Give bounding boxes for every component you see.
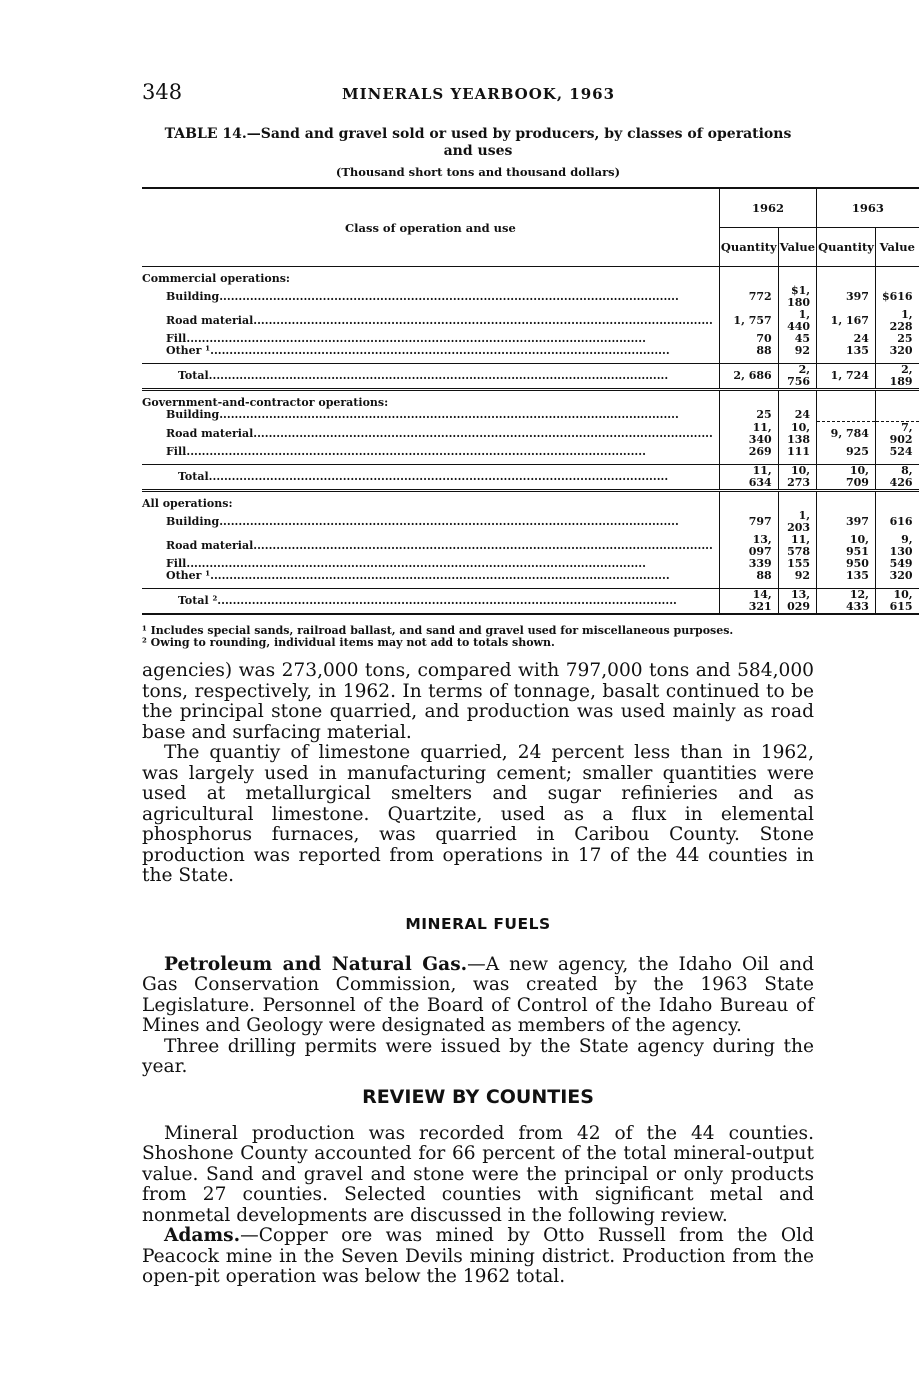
table-cell: 25 xyxy=(875,333,918,345)
empty-cell xyxy=(817,273,876,285)
table-cell: 1, 203 xyxy=(778,510,816,534)
row-label-text: Building xyxy=(166,408,220,422)
table-cell: 950 xyxy=(817,558,876,570)
spacer-cell xyxy=(817,491,876,499)
leader-dots: ........................................................................................................................ xyxy=(253,426,713,440)
table-cell: 925 xyxy=(817,446,876,458)
total-row xyxy=(142,364,919,390)
table-cell: 9, 784 xyxy=(817,422,876,447)
table-body xyxy=(142,267,919,615)
footnote: ¹ Includes special sands, railroad ballast, and sand and gravel used for miscellaneous purposes. xyxy=(142,624,734,637)
table-cell: 320 xyxy=(875,570,918,582)
table-cell: 9, 130 xyxy=(875,534,918,558)
table-units: (Thousand short tons and thousand dollars) xyxy=(335,165,621,179)
data-table xyxy=(142,187,919,615)
empty-cell xyxy=(719,498,778,510)
table-cell: 269 xyxy=(719,446,778,458)
empty-cell xyxy=(719,397,778,409)
journal-title: MINERALS YEARBOOK, 1963 xyxy=(342,85,616,103)
table-cell: 1, 228 xyxy=(875,309,918,333)
leader-dots: ........................................................................................................................ xyxy=(219,515,679,528)
leader-dots: ........................................................................................................................ xyxy=(219,408,679,422)
table-cell: 1, 167 xyxy=(817,309,876,333)
table-cell: 11, 578 xyxy=(778,534,816,558)
total-label-text: Total ² xyxy=(178,594,218,607)
page xyxy=(142,80,915,1288)
total-cell: 10, 709 xyxy=(817,465,876,491)
leader-dots: ........................................................................................................................ xyxy=(253,539,713,552)
page-number: 348 xyxy=(142,80,183,104)
table-row xyxy=(142,534,919,558)
total-row xyxy=(142,589,919,615)
row-label-text: Other ¹ xyxy=(166,569,211,582)
total-cell: 2, 686 xyxy=(719,364,778,390)
spacer-cell xyxy=(875,390,918,398)
total-cell: 2, 189 xyxy=(875,364,918,390)
leader-dots: ........................................................................................................................ xyxy=(219,290,679,303)
body-paragraph: Mineral production was recorded from 42 of the 44 counties. Shoshone County accounted for 66 percent of the total mineral-output value. Sand and gravel and stone were the principal or only products from 27 counties. Selected counties with significant metal and nonmetal developments are discussed in the following review. xyxy=(142,1122,814,1226)
leader-dots: ........................................................................................................................ xyxy=(208,470,669,483)
row-label-text: Road material xyxy=(166,426,254,440)
total-label-text: Total xyxy=(178,369,209,382)
leader-dots: ........................................................................................................................ xyxy=(210,569,670,582)
total-cell: 14, 321 xyxy=(719,589,778,615)
col-header: Quantity xyxy=(719,228,778,267)
table-cell: 397 xyxy=(817,285,876,309)
table-cell: 7, 902 xyxy=(875,422,918,447)
table-cell: 135 xyxy=(817,345,876,357)
table-cell: 1, 757 xyxy=(719,309,778,333)
body-paragraph xyxy=(142,1226,814,1288)
table-cell xyxy=(875,409,918,422)
row-label-text: Road material xyxy=(166,314,254,327)
paragraph-text: —A new agency, the Idaho Oil and Gas Conservation Commission, was created by the 1963 State Legislature. Personnel of the Board of Control of the Idaho Bureau of Mines and Geology were designated as members of the agency. xyxy=(142,953,814,1036)
total-cell: 10, 273 xyxy=(778,465,816,491)
table-row xyxy=(142,345,919,357)
table-cell: 111 xyxy=(778,446,816,458)
empty-cell xyxy=(817,498,876,510)
stub-header: Class of operation and use xyxy=(142,188,719,267)
col-header: Value xyxy=(875,228,918,267)
row-label xyxy=(142,422,719,447)
col-header: Value xyxy=(778,228,816,267)
table-cell: 549 xyxy=(875,558,918,570)
table-title xyxy=(142,126,814,160)
run-in-heading: Adams. xyxy=(164,1225,241,1246)
row-label xyxy=(142,409,719,422)
table-cell: 70 xyxy=(719,333,778,345)
leader-dots: ........................................................................................................................ xyxy=(210,344,670,357)
row-label-text: Building xyxy=(166,515,220,528)
total-cell: 1, 724 xyxy=(817,364,876,390)
spacer-cell xyxy=(719,491,778,499)
run-in-heading: Petroleum and Natural Gas. xyxy=(164,953,468,975)
table-row xyxy=(142,309,919,333)
empty-cell xyxy=(875,273,918,285)
spacer-cell xyxy=(719,390,778,398)
spacer-cell xyxy=(817,390,876,398)
table-cell: 772 xyxy=(719,285,778,309)
table-cell: 155 xyxy=(778,558,816,570)
footnote: ² Owing to rounding, individual items may not add to totals shown. xyxy=(142,636,555,649)
footnotes xyxy=(142,625,814,649)
table-cell: 397 xyxy=(817,510,876,534)
table-row xyxy=(142,510,919,534)
table-cell: 88 xyxy=(719,570,778,582)
table-cell: 45 xyxy=(778,333,816,345)
row-label xyxy=(142,510,719,534)
table-cell: 24 xyxy=(817,333,876,345)
row-label xyxy=(142,309,719,333)
table-cell: 1, 440 xyxy=(778,309,816,333)
year-header-1963: 1963 xyxy=(817,188,919,228)
row-label-text: Building xyxy=(166,290,220,303)
table-cell: $1, 180 xyxy=(778,285,816,309)
table-cell: 25 xyxy=(719,409,778,422)
paragraph-text: —Copper ore was mined by Otto Russell from the Old Peacock mine in the Seven Devils mining district. Production from the open-pit operation was below the 1962 total. xyxy=(142,1225,814,1287)
section-heading-review-by-counties: REVIEW BY COUNTIES xyxy=(362,1085,594,1108)
row-label-text: Road material xyxy=(166,539,254,552)
total-cell: 13, 029 xyxy=(778,589,816,615)
spacer-cell xyxy=(875,491,918,499)
leader-dots: ........................................................................................................................ xyxy=(253,314,713,327)
table-cell xyxy=(817,409,876,422)
table-row xyxy=(142,409,919,422)
table-title-line2: and uses xyxy=(443,143,513,159)
empty-cell xyxy=(778,498,816,510)
total-label xyxy=(142,364,719,390)
spacer-row xyxy=(142,491,919,499)
spacer-cell xyxy=(778,491,816,499)
table-row xyxy=(142,285,919,309)
table-cell: $616 xyxy=(875,285,918,309)
total-cell: 2, 756 xyxy=(778,364,816,390)
leader-dots: ........................................................................................................................ xyxy=(186,445,646,458)
table-cell: 88 xyxy=(719,345,778,357)
section-heading: Commercial operations: xyxy=(142,272,290,285)
table-cell: 92 xyxy=(778,570,816,582)
section-heading: Government-and-contractor operations: xyxy=(142,396,389,409)
leader-dots: ........................................................................................................................ xyxy=(186,332,646,345)
total-label-text: Total xyxy=(178,470,209,483)
table-row xyxy=(142,446,919,458)
row-label-text: Fill xyxy=(166,557,187,570)
row-label xyxy=(142,285,719,309)
body-paragraph: Three drilling permits were issued by the State agency during the year. xyxy=(142,1035,814,1077)
year-header-1962: 1962 xyxy=(719,188,816,228)
leader-dots: ........................................................................................................................ xyxy=(217,594,677,607)
leader-dots: ........................................................................................................................ xyxy=(208,369,669,382)
col-header: Quantity xyxy=(817,228,876,267)
total-cell: 12, 433 xyxy=(817,589,876,615)
table-cell: 24 xyxy=(778,409,816,422)
table-cell: 13, 097 xyxy=(719,534,778,558)
section-heading-row xyxy=(142,397,919,409)
table-cell: 616 xyxy=(875,510,918,534)
empty-cell xyxy=(719,273,778,285)
row-label xyxy=(142,570,719,582)
spacer-cell xyxy=(778,390,816,398)
table-cell: 11, 340 xyxy=(719,422,778,447)
table-row xyxy=(142,570,919,582)
total-label xyxy=(142,589,719,615)
running-head xyxy=(142,80,814,112)
total-cell: 8, 426 xyxy=(875,465,918,491)
body-paragraph: agencies) was 273,000 tons, compared with 797,000 tons and 584,000 tons, respectively, in 1962. In terms of tonnage, basalt continued to be the principal stone quarried, and production was used mainly as road base and surfacing material. xyxy=(142,660,814,743)
table-cell: 320 xyxy=(875,345,918,357)
table-cell: 339 xyxy=(719,558,778,570)
total-cell: 10, 615 xyxy=(875,589,918,615)
total-row xyxy=(142,465,919,491)
empty-cell xyxy=(875,397,918,409)
table-cell: 10, 138 xyxy=(778,422,816,447)
row-label xyxy=(142,534,719,558)
table-cell: 797 xyxy=(719,510,778,534)
table-cell: 92 xyxy=(778,345,816,357)
leader-dots: ........................................................................................................................ xyxy=(186,557,646,570)
section-heading-mineral-fuels: MINERAL FUELS xyxy=(405,914,551,933)
table-cell: 135 xyxy=(817,570,876,582)
body-paragraph: The quantiy of limestone quarried, 24 percent less than in 1962, was largely used in manufacturing cement; smaller quantities were used at metallurgical smelters and sugar refinieries and as agricultural limestone. Quartzite, used as a flux in elemental phosphorus furnaces, was quarried in Caribou County. Stone production was reported from operations in 17 of the 44 counties in the State. xyxy=(142,742,814,886)
table-cell: 10, 951 xyxy=(817,534,876,558)
table-cell: 524 xyxy=(875,446,918,458)
total-label xyxy=(142,465,719,491)
table-title-line1: TABLE 14.—Sand and gravel sold or used by producers, by classes of operations xyxy=(164,126,792,142)
row-label xyxy=(142,446,719,458)
body-paragraph xyxy=(142,955,814,1037)
row-label-text: Fill xyxy=(166,332,187,345)
table-row xyxy=(142,422,919,447)
empty-cell xyxy=(817,397,876,409)
row-label-text: Fill xyxy=(166,445,187,458)
total-cell: 11, 634 xyxy=(719,465,778,491)
row-label xyxy=(142,345,719,357)
empty-cell xyxy=(778,397,816,409)
section-heading: All operations: xyxy=(142,497,233,510)
empty-cell xyxy=(875,498,918,510)
row-label-text: Other ¹ xyxy=(166,344,211,357)
